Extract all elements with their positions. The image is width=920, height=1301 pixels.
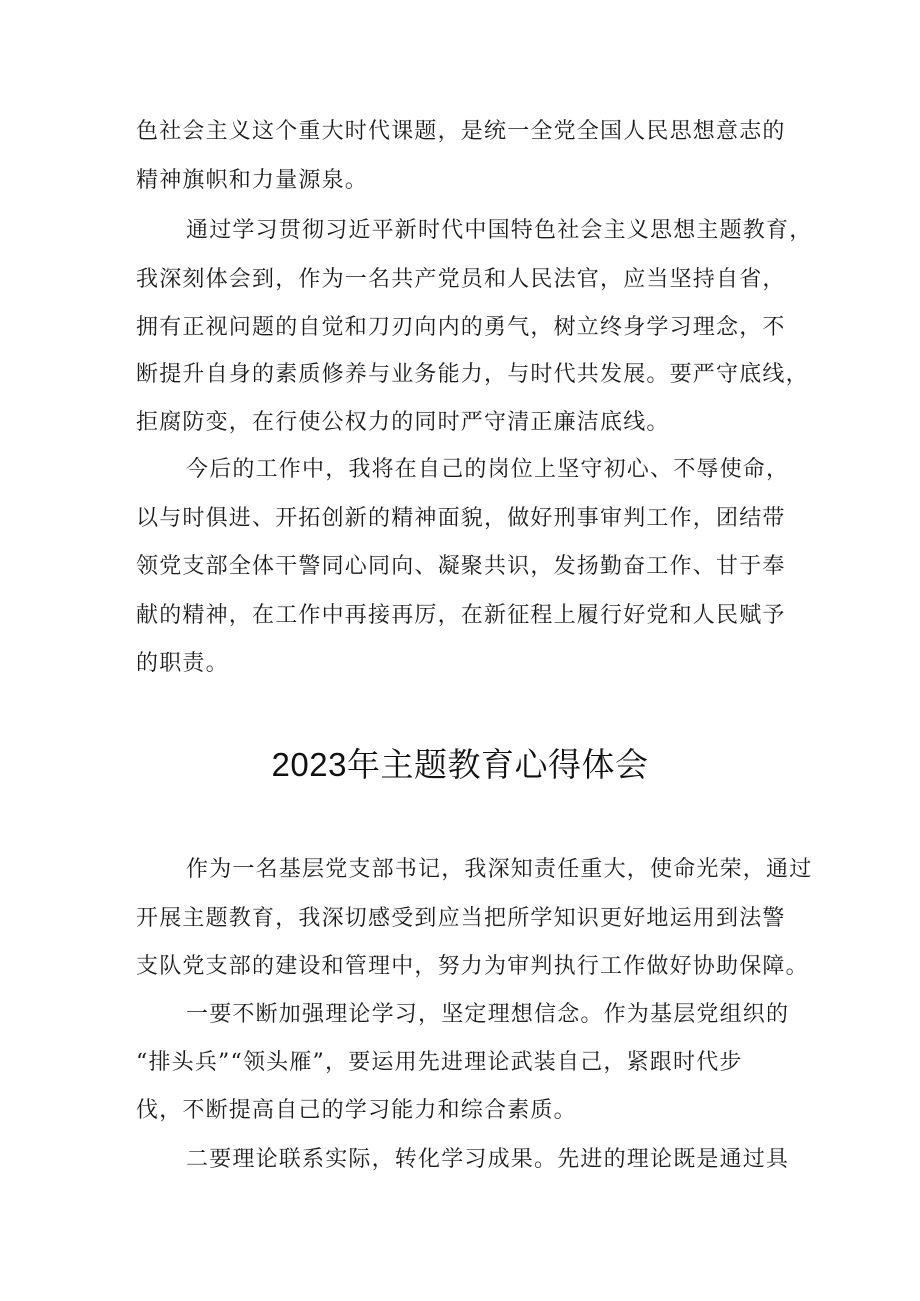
text-line: 开展主题教育，我深切感受到应当把所学知识更好地运用到法警 [136,906,786,931]
text-line: 领党支部全体干警同心同向、凝聚共识，发扬勤奋工作、甘于奉 [136,554,786,579]
text-line: 作为一名基层党支部书记，我深知责任重大，使命光荣，通过 [186,857,813,882]
text-line: 二要理论联系实际，转化学习成果。先进的理论既是通过具 [186,1147,790,1172]
text-line: 以与时俱进、开拓创新的精神面貌，做好刑事审判工作，团结带 [136,506,786,531]
text-line: 拒腐防变，在行使公权力的同时严守清正廉洁底线。 [136,410,670,435]
text-line: 我深刻体会到，作为一名共产党员和人民法官，应当坚持自省， [136,267,786,292]
text-line: 拥有正视问题的自觉和刀刃向内的勇气，树立终身学习理念，不 [136,315,786,340]
text-line: 的职责。 [136,651,229,676]
text-line: “排头兵”“领头雁”，要运用先进理论武装自己，紧跟时代步 [136,1050,743,1075]
text-line: 献的精神，在工作中再接再厉，在新征程上履行好党和人民赋予 [136,603,786,628]
text-line: 今后的工作中，我将在自己的岗位上坚守初心、不辱使命， [186,457,790,482]
text-line: 一要不断加强理论学习，坚定理想信念。作为基层党组织的 [186,1002,790,1027]
text-line: 精神旗帜和力量源泉。 [136,168,369,193]
text-line: 色社会主义这个重大时代课题，是统一全党全国人民思想意志的 [136,119,786,144]
text-line: 支队党支部的建设和管理中，努力为审判执行工作做好协助保障。 [136,954,809,979]
text-line: 通过学习贯彻习近平新时代中国特色社会主义思想主题教育， [186,218,813,243]
page-title: 2023年主题教育心得体会 [271,746,649,783]
text-line: 断提升自身的素质修养与业务能力，与时代共发展。要严守底线， [136,362,809,387]
text-line: 伐，不断提高自己的学习能力和综合素质。 [136,1098,577,1123]
